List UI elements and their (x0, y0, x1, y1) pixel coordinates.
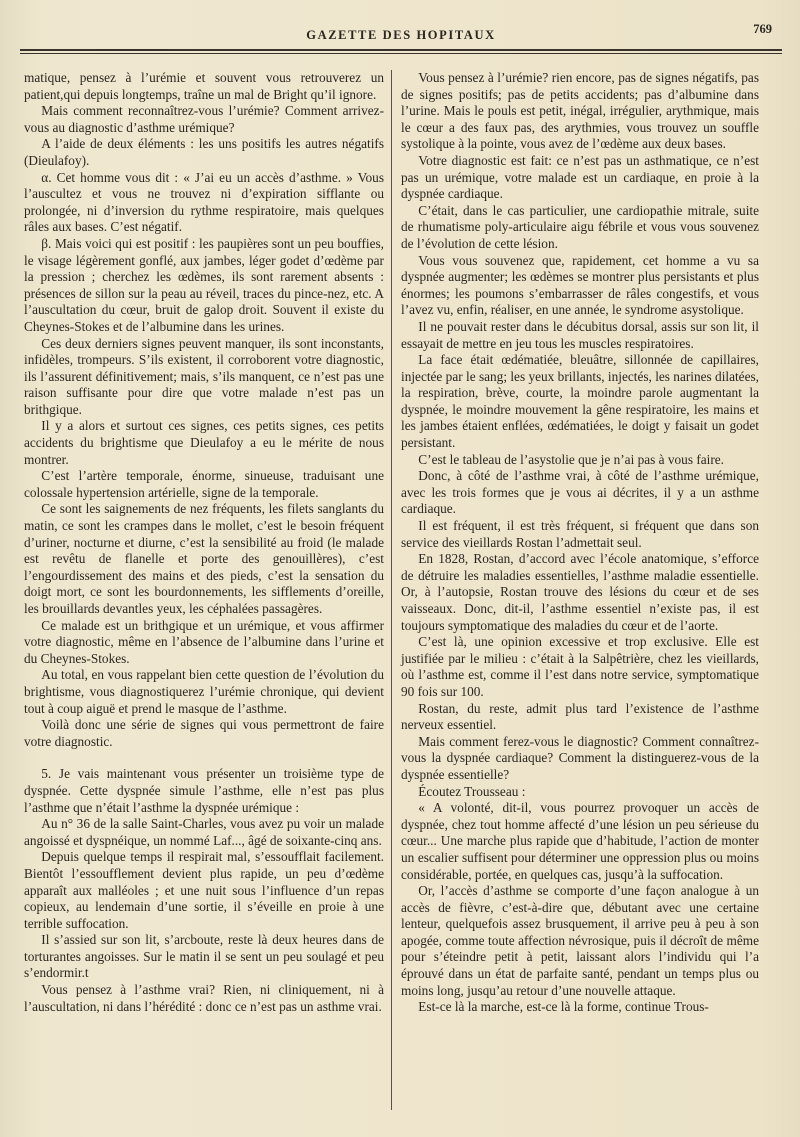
paragraph: Or, l’accès d’asthme se comporte d’une façon analogue à un accès de fièvre, c’est-à-dire que, débutant avec une certaine lenteur, quelquefois assez brusquement, il arrive peu à peu à son apogée, comme toute affection névrosique, puis il décroît de même pour s’éteindre petit à petit, laissant alors l’individu qui l’a éprouvé dans un état de parfaite santé, pendant un temps plus ou moins long, jusqu’au retour d’une nouvelle attaque. (401, 883, 759, 998)
paragraph: Ce malade est un brithgique et un urémique, et vous affirmer votre diagnostic, même en l’absence de l’albumine dans l’urine et du Cheynes-Stokes. (24, 617, 384, 666)
header-rule (20, 49, 782, 51)
column-divider (391, 70, 392, 1110)
publication-title: GAZETTE DES HOPITAUX (306, 28, 496, 42)
paragraph: Ce sont les saignements de nez fréquents, les filets sanglants du matin, ce sont les crampes dans le mollet, c’est le besoin fréquent d’uriner, nocturne et diurne, c’est la sensibilité au froid (le malade est revêtu de flanelle et porte des genouillères), c’est l’engourdissement des mains et des pieds, c’est la sensation du doigt mort, ce sont les bourdonnements, les sifflements d’oreille, les brouillards devantles yeux, les céphalées passagères. (24, 501, 384, 616)
paragraph: Écoutez Trousseau : (418, 783, 526, 799)
paragraph: C’est l’artère temporale, énorme, sinueuse, traduisant une colossale hypertension artérielle, signe de la temporale. (24, 468, 384, 500)
paragraph: Mais comment ferez-vous le diagnostic? Comment connaîtrez-vous la dyspnée cardiaque? Comment la distinguerez-vous de la dyspnée essentielle? (401, 733, 759, 782)
paragraph: Il s’assied sur son lit, s’arcboute, reste là deux heures dans de torturantes angoisses. Sur le matin il se sent un peu soulagé et peu s’endormir.t (24, 932, 384, 981)
paragraph: 5. Je vais maintenant vous présenter un troisième type de dyspnée. Cette dyspnée simule l’asthme, elle n’est pas plus l’asthme que n’était l’asthme la dyspnée urémique : (24, 766, 384, 815)
paragraph: α. Cet homme vous dit : « J’ai eu un accès d’asthme. » Vous l’auscultez et vous ne trouvez ni d’expiration sifflante ou prolongée, ni d’inversion du rythme respiratoire, mais quelques râles aux bases. C’est négatif. (24, 169, 384, 235)
paragraph: En 1828, Rostan, d’accord avec l’école anatomique, s’efforce de détruire les maladies essentielles, l’asthme maladie essentielle. Or, à l’autopsie, Rostan trouve des lésions du cœur et de ses vaisseaux. Donc, dit-il, l’asthme essentiel n’existe pas, il est toujours symptomatique des maladies du cœur et de l’aorte. (401, 551, 759, 633)
paragraph: Depuis quelque temps il respirait mal, s’essoufflait facilement. Bientôt l’essoufflement devient plus rapide, un peu d’œdème apparaît aux malléoles ; et une nuit sous l’influence d’un repas copieux, au lendemain d’une sortie, il s’éveille en proie à une terrible suffocation. (24, 849, 384, 931)
paragraph: Au n° 36 de la salle Saint-Charles, vous avez pu voir un malade angoissé et dyspnéique, un nommé Laf..., âgé de soixante-cinq ans. (24, 816, 384, 848)
paragraph: Est-ce là la marche, est-ce là la forme, continue Trous- (418, 999, 709, 1015)
paragraph: C’était, dans le cas particulier, une cardiopathie mitrale, suite de rhumatisme poly-articulaire aigu fébrile et vous vous souvenez de l’évolution de cette lésion. (401, 202, 759, 251)
left-column (24, 70, 384, 1015)
paragraph: Votre diagnostic est fait: ce n’est pas un asthmatique, ce n’est pas un urémique, votre malade est un cardiaque, en proie à la dyspnée cardiaque. (401, 152, 759, 202)
paragraph: Il ne pouvait rester dans le décubitus dorsal, assis sur son lit, il essayait de mettre en jeu tous les muscles respiratoires. (401, 318, 759, 351)
paragraph: β. Mais voici qui est positif : les paupières sont un peu bouffies, le visage légèrement gonflé, aux jambes, léger godet d’œdème par la pression ; cherchez les œdèmes, ils sont rarement absents : présences de sillon sur la peau au réveil, traces du pince-nez, etc. A l’auscultation du cœur, bruit de galop droit. Souvent il existe du Cheynes-Stokes et de l’albumine dans les urines. (24, 235, 384, 334)
paragraph: Vous pensez à l’asthme vrai? Rien, ni cliniquement, ni à l’auscultation, ni dans l’hérédité : donc ce n’est pas un asthme vrai. (24, 982, 384, 1014)
paragraph: Il est fréquent, il est très fréquent, si fréquent que dans son service des vieillards Rostan l’admettait seul. (401, 518, 759, 550)
paragraph: Vous pensez à l’urémie? rien encore, pas de signes négatifs, pas de signes positifs; pas de petits accidents; pas d’albumine dans l’urine. Mais le pouls est petit, inégal, irrégulier, arythmique, mais le cœur a des faux pas, des arythmies, vous trouvez un souffle systolique à la pointe, vous avez de l’œdème aux deux bases. (401, 70, 759, 152)
page-number: 769 (753, 22, 772, 36)
page-header (20, 22, 782, 62)
paragraph: Au total, en vous rappelant bien cette question de l’évolution du brightisme, vous diagnostiquerez l’urémie chronique, qui devient tout à coup aiguë et prend le masque de l’asthme. (24, 667, 384, 716)
paragraph: La face était œdématiée, bleuâtre, sillonnée de capillaires, injectée par le sang; les yeux brillants, injectés, les narines dilatées, la respiration, brève, courte, la moindre parole augmentant la dyspnée, le moindre mouvement la gêne respiratoire, les mains et les jambes étaient enflées, œdématiées, le doigt y faisait un godet persistant. (401, 352, 759, 451)
paragraph: matique, pensez à l’urémie et souvent vous retrouverez un patient,qui depuis longtemps, traîne un mal de Bright qu’il ignore. (24, 70, 384, 102)
paragraph: Il y a alors et surtout ces signes, ces petits signes, ces petits accidents du brightisme que Dieulafoy a eu le mérite de nous montrer. (24, 418, 384, 467)
paragraph: Rostan, du reste, admit plus tard l’existence de l’asthme nerveux essentiel. (401, 700, 759, 733)
paragraph: Ces deux derniers signes peuvent manquer, ils sont inconstants, infidèles, trompeurs. S’ils existent, il corroborent votre diagnostic, ils l’assurent définitivement; mais, s’ils manquent, ce n’est pas une raison suffisante pour dire que votre malade n’est pas un brithgique. (24, 335, 384, 417)
right-column (401, 70, 759, 1016)
paragraph: Donc, à côté de l’asthme vrai, à côté de l’asthme urémique, avec les trois formes que je vous ai décrites, il y a un asthme cardiaque. (401, 468, 759, 517)
paragraph: Mais comment reconnaîtrez-vous l’urémie? Comment arrivez-vous au diagnostic d’asthme urémique? (24, 103, 384, 135)
paragraph: C’est le tableau de l’asystolie que je n’ai pas à vous faire. (418, 451, 724, 467)
header-rule-thin (20, 53, 782, 54)
paragraph: Vous vous souvenez que, rapidement, cet homme a vu sa dyspnée augmenter; les œdèmes se montrer plus persistants et plus énormes; les poumons s’embarrasser de râles congestifs, et vous l’avez vu, enfin, réaliser, en une année, le syndrome asystolique. (401, 252, 759, 318)
paragraph: Voilà donc une série de signes qui vous permettront de faire votre diagnostic. (24, 717, 384, 749)
paragraph: C’est là, une opinion excessive et trop exclusive. Elle est justifiée par le milieu : c’était à la Salpêtrière, chez les vieillards, où l’asthme est, comme il l’est dans notre service, symptomatique 90 fois sur 100. (401, 634, 759, 699)
paragraph: A l’aide de deux éléments : les uns positifs les autres négatifs (Dieulafoy). (24, 136, 384, 168)
paragraph: « A volonté, dit-il, vous pourrez provoquer un accès de dyspnée, chez tout homme affecté d’une lésion un peu sérieuse du cœur... Une marche plus rapide que d’habitude, l’action de monter un escalier suffisent pour déterminer une oppression plus ou moins considérable, portée, en quelques cas, jusqu’à la suffocation. (401, 800, 759, 882)
